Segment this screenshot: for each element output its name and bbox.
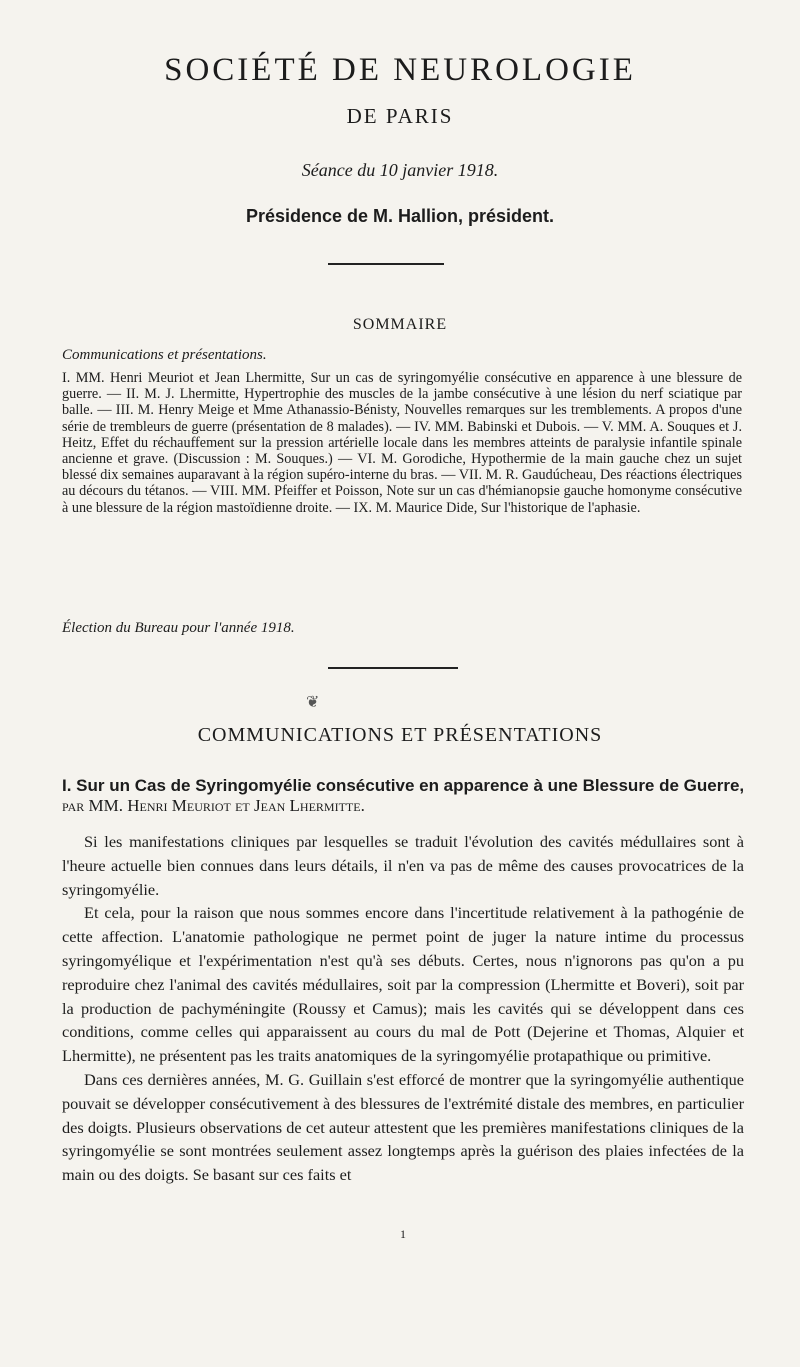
presidence-line: Présidence de M. Hallion, président.	[245, 206, 555, 226]
separator-rule-bottom	[328, 667, 458, 669]
sommaire-text	[62, 370, 742, 516]
seance-date: Séance du 10 janvier 1918.	[301, 160, 499, 180]
sommaire-section-label: Communications et présentations.	[62, 347, 267, 363]
article-title	[62, 776, 762, 816]
election-line: Élection du Bureau pour l'année 1918.	[62, 620, 295, 636]
ornament-icon: ❦	[306, 694, 320, 711]
society-subtitle: DE PARIS	[346, 104, 454, 128]
body-paragraph-3: Dans ces dernières années, M. G. Guillain s'est efforcé de montrer que la syringomyélie authentique pouvait se développer consécutivement à des blessures de l'extrémité distale des membres, en particulier des doigts. Plusieurs observations de cet auteur attestent que les premières manifestations cliniques de la syringomyélie se sont montrées seulement assez longtemps après la guérison des plaies infectées de la main ou des doigts. Se basant sur ces faits et	[62, 1069, 744, 1185]
article-authors: par MM. Henri Meuriot et Jean Lhermitte.	[62, 796, 365, 815]
article-body	[62, 830, 744, 1187]
separator-rule-top	[328, 263, 444, 265]
sommaire-paragraph: I. MM. Henri Meuriot et Jean Lhermitte, Sur un cas de syringomyélie consécutive en apparence à une blessure de guerre. — II. M. J. Lhermitte, Hypertrophie des muscles de la jambe consécutive à une lésion du nerf sciatique par balle. — III. M. Henry Meige et Mme Athanassio-Bénisty, Nouvelles remarques sur les tremblements. A propos d'une série de trembleurs de guerre (présentation de 8 malades). — IV. MM. Babinski et Dubois. — V. MM. A. Souques et J. Heitz, Effet du réchauffement sur la pression artérielle locale dans les membres atteints de paralysie infantile spinale ancienne et grave. (Discussion : M. Souques.) — VI. M. Gorodiche, Hypothermie de la main gauche chez un sujet blessé dix semaines auparavant à la région supéro-interne du bras. — VII. M. R. Gaudúcheau, Des réactions électriques au décours du tétanos. — VIII. MM. Pfeiffer et Poisson, Note sur un cas d'hémianopsie gauche homonyme consécutive à une blessure de la région mastoïdienne droite. — IX. M. Maurice Dide, Sur l'historique de l'aphasie.	[62, 370, 742, 516]
society-title: SOCIÉTÉ DE NEUROLOGIE	[164, 52, 636, 88]
body-paragraph-2: Et cela, pour la raison que nous sommes encore dans l'incertitude relativement à la pathogénie de cette affection. L'anatomie pathologique ne permet point de juger la nature intime du processus syringomyélique et l'expérimentation n'est qu'à ses débuts. Certes, nous n'ignorons pas qu'on a pu reproduire chez l'animal des cavités médullaires, soit par la compression (Lhermitte et Boveri), soit par la production de pachyméningite (Roussy et Camus); mais les cavités qui se développent dans ces conditions, comme celles qui apparaissent au cours du mal de Pott (Dejerine et Thomas, Alquier et Lhermitte), ne présentent pas les traits anatomiques de la syringomyélie protapathique ou primitive.	[62, 903, 744, 1066]
page-number: 1	[400, 1227, 406, 1241]
communications-heading: COMMUNICATIONS ET PRÉSENTATIONS	[197, 724, 603, 746]
article-title-bold: I. Sur un Cas de Syringomyélie consécutive en apparence à une Blessure de Guerre,	[62, 776, 745, 795]
sommaire-heading: SOMMAIRE	[352, 316, 448, 333]
body-paragraph-1: Si les manifestations cliniques par lesquelles se traduit l'évolution des cavités médullaires sont à l'heure actuelle bien connues dans leurs détails, il n'en va pas de même des causes provocatrices de la syringomyélie.	[62, 832, 744, 899]
